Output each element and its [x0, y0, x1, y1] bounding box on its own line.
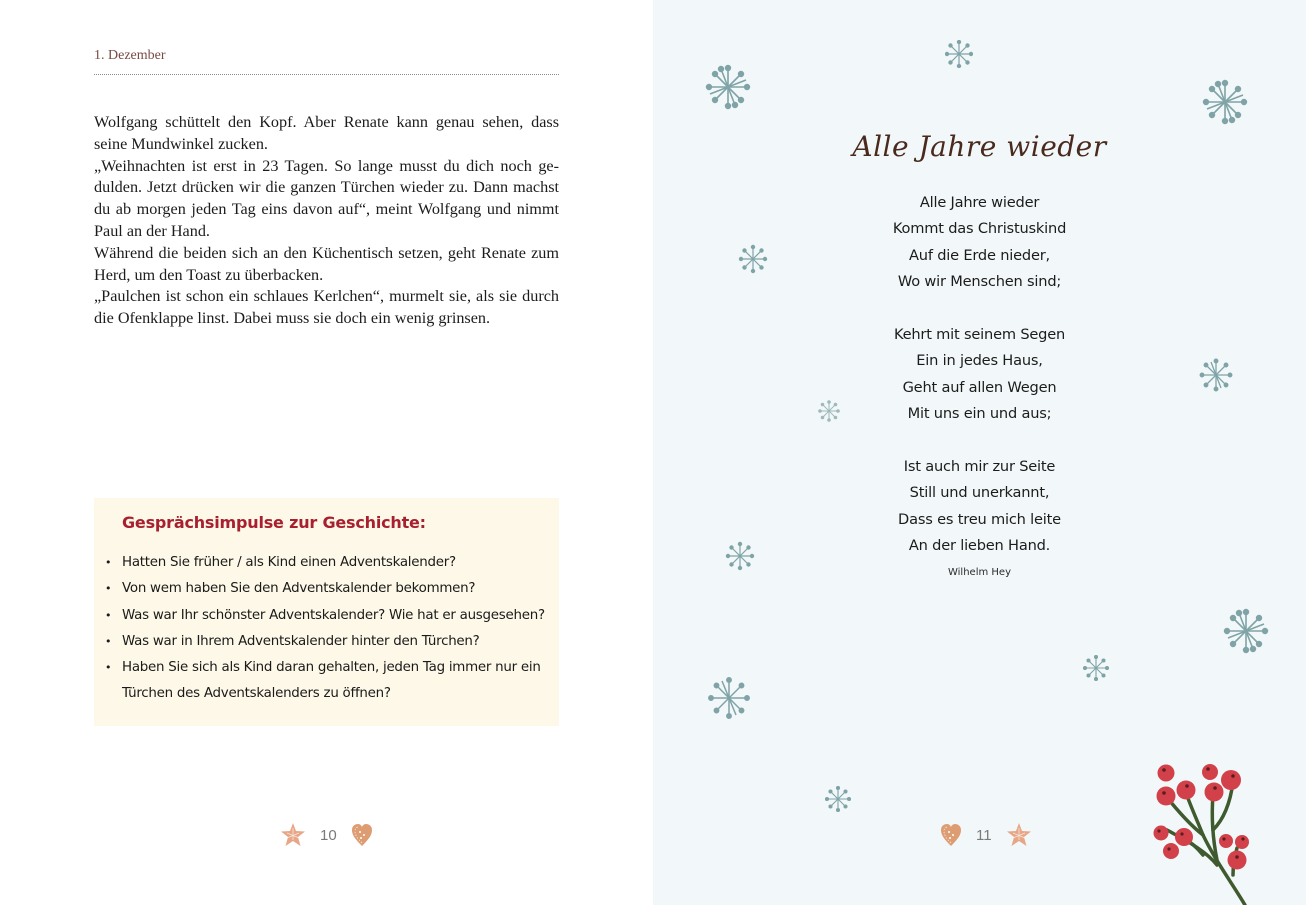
snowflake-icon: [945, 40, 973, 68]
page-number-right: [940, 822, 1032, 848]
page-number-left: [280, 822, 373, 848]
prompt-item: • Was war Ihr schönster Adventskalender? Wie hat er ausgesehen?: [94, 603, 559, 629]
bullet-icon: •: [105, 634, 112, 648]
story-paragraph: Während die beiden sich an den Küchentisch setzen, geht Renate zum Herd, um den Toast zu überbacken.: [94, 243, 559, 284]
dotted-divider: [94, 74, 559, 75]
snowflake-icon: [1223, 608, 1269, 654]
snowflake-icon: [1083, 655, 1109, 681]
bullet-icon: •: [105, 556, 112, 569]
berry-branch-icon: [1145, 760, 1270, 905]
snowflake-icon: [738, 244, 768, 274]
discussion-prompts-box: [94, 498, 559, 726]
prompt-item: • Haben Sie sich als Kind daran gehalten, jeden Tag immer nur ein Türchen des Adventskalenders zu öffnen?: [94, 655, 559, 708]
stanza: Kehrt mit seinem Segen Ein in jedes Haus, Geht auf allen Wegen Mit uns ein und aus;: [893, 326, 1066, 423]
prompt-title: Gesprächsimpulse zur Geschichte:: [122, 513, 426, 532]
heart-cookie-icon: [351, 823, 373, 847]
snowflake-icon: [825, 786, 851, 812]
bullet-icon: •: [105, 661, 112, 675]
star-cookie-icon: [1006, 822, 1032, 848]
bullet-icon: •: [105, 582, 112, 596]
stanza: Alle Jahre wieder Kommt das Christuskind Auf die Erde nieder, Wo wir Menschen sind;: [892, 194, 1067, 291]
heart-cookie-icon: [940, 823, 962, 847]
story-paragraph: Wolfgang schüttelt den Kopf. Aber Renate kann genau sehen, dass seine Mundwinkel zucken.: [94, 113, 559, 153]
story-text: [94, 112, 559, 330]
prompt-item: • Von wem haben Sie den Adventskalender bekommen?: [94, 576, 559, 602]
snowflake-icon: [1202, 79, 1248, 125]
prompt-list: [94, 550, 559, 708]
snowflake-icon: [818, 400, 840, 422]
prompt-item: • Hatten Sie früher / als Kind einen Adventskalender?: [94, 550, 559, 576]
running-head: 1. Dezember: [94, 48, 166, 63]
poem-title: Alle Jahre wieder: [852, 130, 1107, 163]
page-number: 10: [320, 826, 337, 844]
poem-author: Wilhelm Hey: [947, 567, 1011, 578]
stanza: Ist auch mir zur Seite Still und unerkannt, Dass es treu mich leite An der lieben Hand.: [898, 458, 1061, 555]
story-paragraph: „Weihnachten ist erst in 23 Tagen. So lange musst du dich noch gedulden. Jetzt drücken wir die ganzen Türchen wieder zu. Dann machst du ab morgen jeden Tag eins davon auf“, meint Wolfgang und nimmt Paul an der Hand.: [94, 156, 559, 240]
snowflake-icon: [707, 676, 751, 720]
bullet-icon: •: [105, 608, 112, 622]
snowflake-icon: [705, 64, 751, 110]
story-paragraph: „Paulchen ist schon ein schlaues Kerlchen“, murmelt sie, als sie durch die Ofenklappe linst. Dabei muss sie doch ein wenig grinsen.: [94, 287, 559, 328]
star-cookie-icon: [280, 822, 306, 848]
page-number: 11: [976, 826, 992, 844]
snowflake-icon: [1199, 358, 1233, 392]
snowflake-icon: [725, 541, 755, 571]
prompt-item: • Was war in Ihrem Adventskalender hinter den Türchen?: [94, 629, 559, 655]
